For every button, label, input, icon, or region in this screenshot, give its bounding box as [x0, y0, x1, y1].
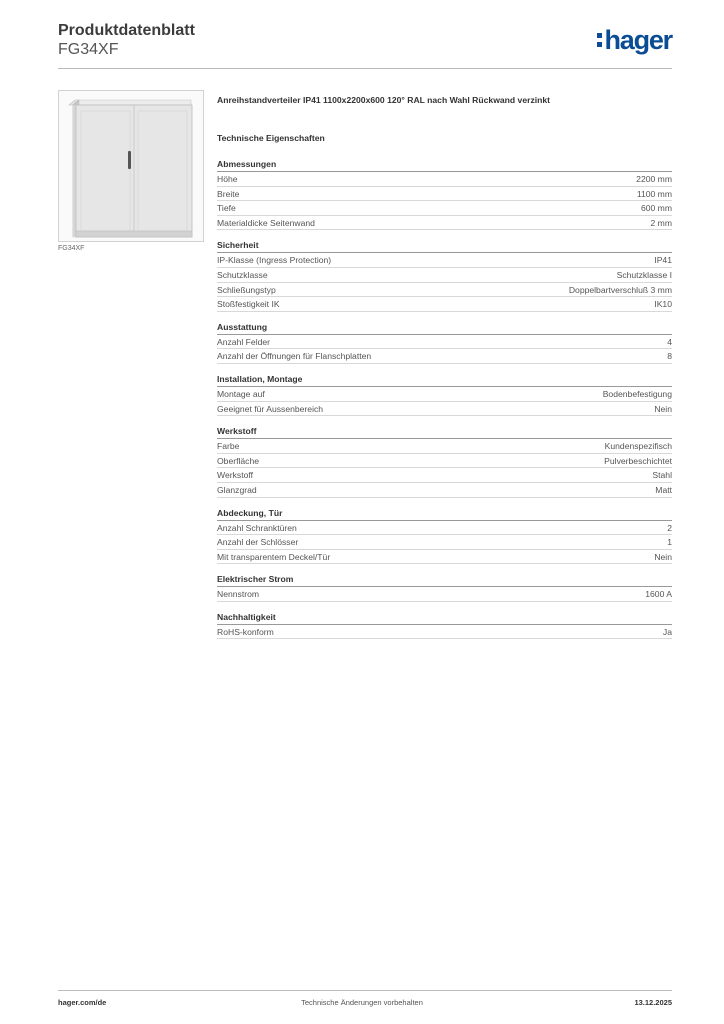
property-value: 1100 mm: [636, 188, 672, 199]
property-label: Farbe: [217, 441, 240, 452]
footer-website[interactable]: hager.com/de: [58, 998, 107, 1007]
property-row: [217, 187, 672, 202]
document-header: [58, 22, 195, 59]
logo-dots-icon: [597, 32, 602, 48]
cabinet-illustration-icon: [59, 91, 203, 241]
section-title: Elektrischer Strom: [217, 573, 672, 587]
product-code: FG34XF: [58, 41, 119, 58]
property-label: RoHS-konform: [217, 626, 274, 637]
property-value: IK10: [654, 299, 672, 310]
hager-logo: [597, 26, 672, 54]
footer-notice: Technische Änderungen vorbehalten: [301, 998, 423, 1007]
property-value: 2200 mm: [636, 174, 672, 184]
footer-divider: [58, 990, 672, 991]
property-row: [217, 297, 672, 312]
property-value: Ja: [662, 626, 672, 637]
property-value: IP41: [654, 255, 672, 266]
property-value: Doppelbartverschluß 3 mm: [568, 284, 672, 295]
property-row: [217, 335, 672, 350]
property-label: Anzahl Schranktüren: [217, 522, 297, 533]
product-image: [58, 90, 204, 242]
section-title: Abmessungen: [217, 158, 672, 172]
property-row: [217, 172, 672, 187]
property-label: Breite: [217, 188, 240, 199]
property-row: [217, 283, 672, 298]
property-value: 8: [667, 351, 672, 362]
property-label: Anzahl der Öffnungen für Flanschplatten: [217, 351, 372, 362]
section-title: Ausstattung: [217, 321, 672, 335]
property-row: [217, 468, 672, 483]
property-row: [217, 535, 672, 550]
property-row: [217, 268, 672, 283]
property-row: [217, 201, 672, 216]
property-label: Schließungstyp: [217, 284, 276, 295]
property-value: Kundenspezifisch: [604, 441, 672, 452]
property-value: 4: [667, 336, 672, 347]
property-row: [217, 550, 672, 565]
product-description: Anreihstandverteiler IP41 1100x2200x600 120° RAL nach Wahl Rückwand verzinkt: [217, 95, 551, 105]
property-section: [217, 573, 672, 602]
property-label: Geeignet für Aussenbereich: [217, 403, 324, 414]
property-label: Glanzgrad: [217, 484, 257, 495]
property-label: Anzahl Felder: [217, 336, 271, 347]
property-label: Stoßfestigkeit IK: [217, 299, 280, 310]
section-title: Abdeckung, Tür: [217, 507, 672, 521]
property-section: [217, 321, 672, 364]
property-value: 2: [667, 522, 672, 533]
property-row: [217, 253, 672, 268]
property-value: Bodenbefestigung: [602, 388, 672, 399]
property-label: Schutzklasse: [217, 269, 268, 280]
property-row: [217, 587, 672, 602]
property-value: Matt: [655, 484, 672, 495]
property-value: Nein: [654, 403, 672, 414]
property-value: Nein: [654, 551, 672, 562]
property-row: [217, 387, 672, 402]
property-section: [217, 373, 672, 416]
property-value: 1: [667, 537, 672, 548]
property-value: Schutzklasse I: [616, 269, 672, 280]
property-label: Nennstrom: [217, 589, 260, 600]
property-row: [217, 454, 672, 469]
property-row: [217, 402, 672, 417]
property-section: [217, 158, 672, 230]
property-row: [217, 521, 672, 536]
property-label: Anzahl der Schlösser: [217, 537, 299, 548]
property-section: [217, 507, 672, 565]
property-row: [217, 216, 672, 231]
property-row: [217, 483, 672, 498]
property-value: 600 mm: [640, 203, 672, 214]
product-content: [217, 94, 672, 648]
property-section: [217, 239, 672, 311]
section-title: Sicherheit: [217, 239, 672, 253]
property-label: Höhe: [217, 174, 238, 184]
property-label: Montage auf: [217, 388, 265, 399]
header-divider: [58, 68, 672, 69]
property-value: Stahl: [652, 470, 672, 481]
property-sections: [217, 158, 672, 639]
property-row: [217, 625, 672, 640]
logo-text: hager: [604, 25, 672, 55]
property-value: 1600 A: [645, 589, 672, 600]
property-label: Mit transparentem Deckel/Tür: [217, 551, 331, 562]
property-label: Oberfläche: [217, 455, 260, 466]
image-caption: FG34XF: [58, 245, 85, 252]
property-section: [217, 611, 672, 640]
properties-heading: Technische Eigenschaften: [217, 133, 325, 143]
property-section: [217, 425, 672, 497]
property-value: 2 mm: [650, 217, 672, 228]
property-row: [217, 349, 672, 364]
property-value: Pulverbeschichtet: [604, 455, 672, 466]
property-label: Materialdicke Seitenwand: [217, 217, 315, 228]
property-label: IP-Klasse (Ingress Protection): [217, 255, 332, 266]
page-title: Produktdatenblatt: [58, 22, 195, 39]
property-label: Tiefe: [217, 203, 236, 214]
section-title: Werkstoff: [217, 425, 672, 439]
property-row: [217, 439, 672, 454]
footer-date: 13.12.2025: [634, 998, 672, 1007]
section-title: Installation, Montage: [217, 373, 672, 387]
property-label: Werkstoff: [217, 470, 253, 481]
section-title: Nachhaltigkeit: [217, 611, 672, 625]
